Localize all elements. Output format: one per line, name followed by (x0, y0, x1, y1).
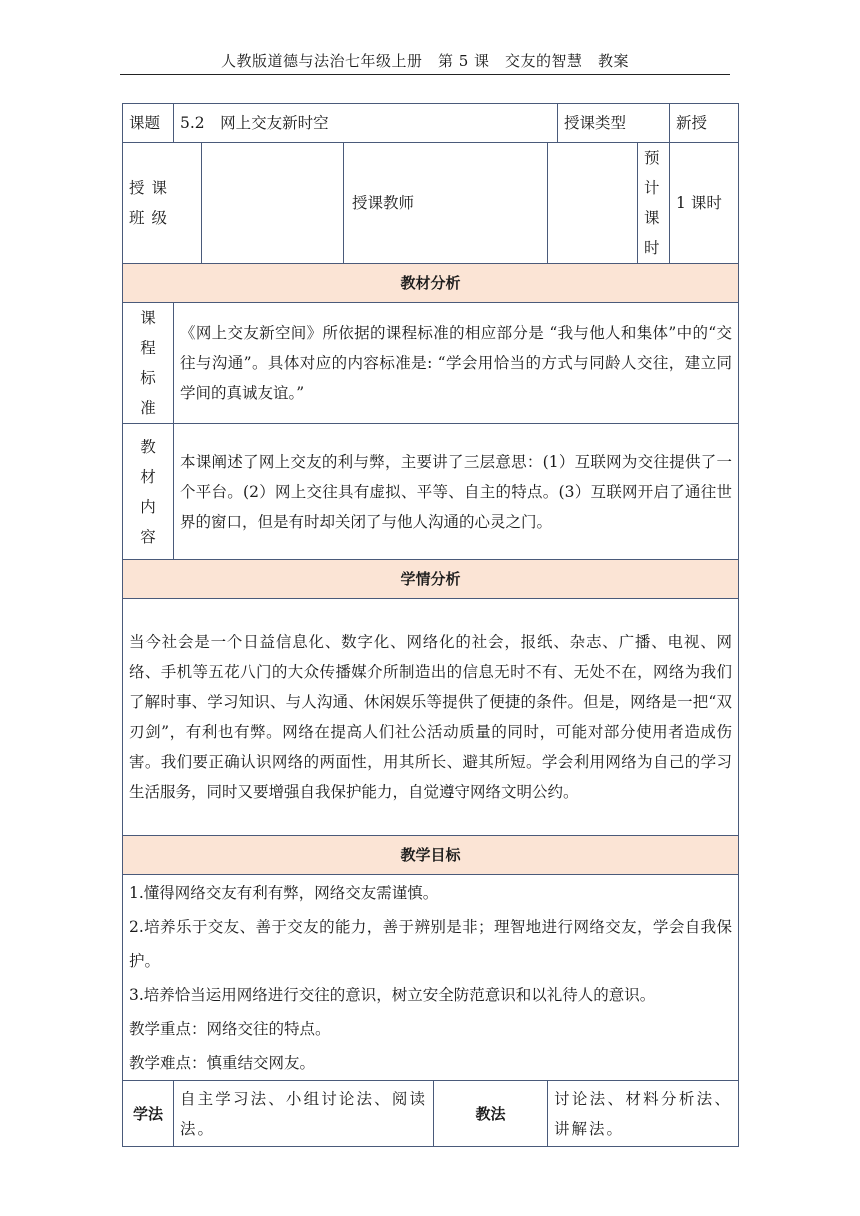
standard-row (123, 303, 739, 424)
content-row (123, 424, 739, 560)
objectives-heading-row (123, 836, 739, 875)
type-value: 新授 (670, 104, 739, 143)
content-text: 本课阐述了网上交友的利与弊，主要讲了三层意思：(1）互联网为交往提供了一个平台。(2）网上交往具有虚拟、平等、自主的特点。(3）互联网开启了通往世界的窗口，但是有时却关闭了与他人沟通的心灵之门。 (174, 424, 739, 560)
key-point: 教学重点：网络交往的特点。 (129, 1020, 331, 1038)
hours-value: 1 课时 (670, 143, 739, 264)
page-header (120, 50, 730, 75)
learner-row (123, 599, 739, 836)
objectives-row (123, 875, 739, 1081)
teach-method-label: 教法 (434, 1081, 548, 1147)
hours-label: 预计课时 (638, 143, 670, 264)
objectives-heading: 教学目标 (123, 836, 739, 875)
learner-heading-row (123, 560, 739, 599)
class-value (202, 143, 344, 264)
study-method-label: 学法 (123, 1081, 174, 1147)
teacher-value (548, 143, 638, 264)
objective-item: 2.培养乐于交友、善于交友的能力，善于辨别是非；理智地进行网络交友，学会自我保护。 (129, 918, 733, 970)
teacher-label: 授课教师 (344, 143, 548, 264)
topic-row (123, 104, 739, 143)
methods-row (123, 1081, 739, 1147)
content-label: 教材内容 (123, 424, 174, 560)
difficult-point: 教学难点：慎重结交网友。 (129, 1054, 316, 1072)
lesson-plan-table (122, 103, 739, 1147)
standard-text: 《网上交友新空间》所依据的课程标准的相应部分是 “我与他人和集体”中的“交往与沟通”。具体对应的内容标准是: “学会用恰当的方式与同龄人交往，建立同学间的真诚友谊。” (174, 303, 739, 424)
type-label: 授课类型 (558, 104, 670, 143)
class-label: 授课班级 (123, 143, 202, 264)
standard-label: 课程标准 (123, 303, 174, 424)
teach-method-value: 讨论法、材料分析法、讲解法。 (548, 1081, 739, 1147)
material-heading-row (123, 264, 739, 303)
objective-item: 3.培养恰当运用网络进行交往的意识，树立安全防范意识和以礼待人的意识。 (129, 986, 656, 1004)
learner-analysis-text: 当今社会是一个日益信息化、数字化、网络化的社会，报纸、杂志、广播、电视、网络、手机等五花八门的大众传播媒介所制造出的信息无时不有、无处不在，网络为我们了解时事、学习知识、与人沟通、休闲娱乐等提供了便捷的条件。但是，网络是一把“双刃剑”，有利也有弊。网络在提高人们社公活动质量的同时，可能对部分使用者造成伤害。我们要正确认识网络的两面性，用其所长、避其所短。学会利用网络为自己的学习生活服务，同时又要增强自我保护能力，自觉遵守网络文明公约。 (123, 599, 739, 836)
class-row (123, 143, 739, 264)
topic-label: 课题 (123, 104, 174, 143)
topic-value: 5.2 网上交友新时空 (174, 104, 558, 143)
learner-analysis-heading: 学情分析 (123, 560, 739, 599)
material-analysis-heading: 教材分析 (123, 264, 739, 303)
objectives-list (123, 875, 739, 1081)
study-method-value: 自主学习法、小组讨论法、阅读法。 (174, 1081, 434, 1147)
page-header-title: 人教版道德与法治七年级上册 第 5 课 交友的智慧 教案 (220, 52, 630, 70)
objective-item: 1.懂得网络交友有利有弊，网络交友需谨慎。 (129, 884, 439, 902)
